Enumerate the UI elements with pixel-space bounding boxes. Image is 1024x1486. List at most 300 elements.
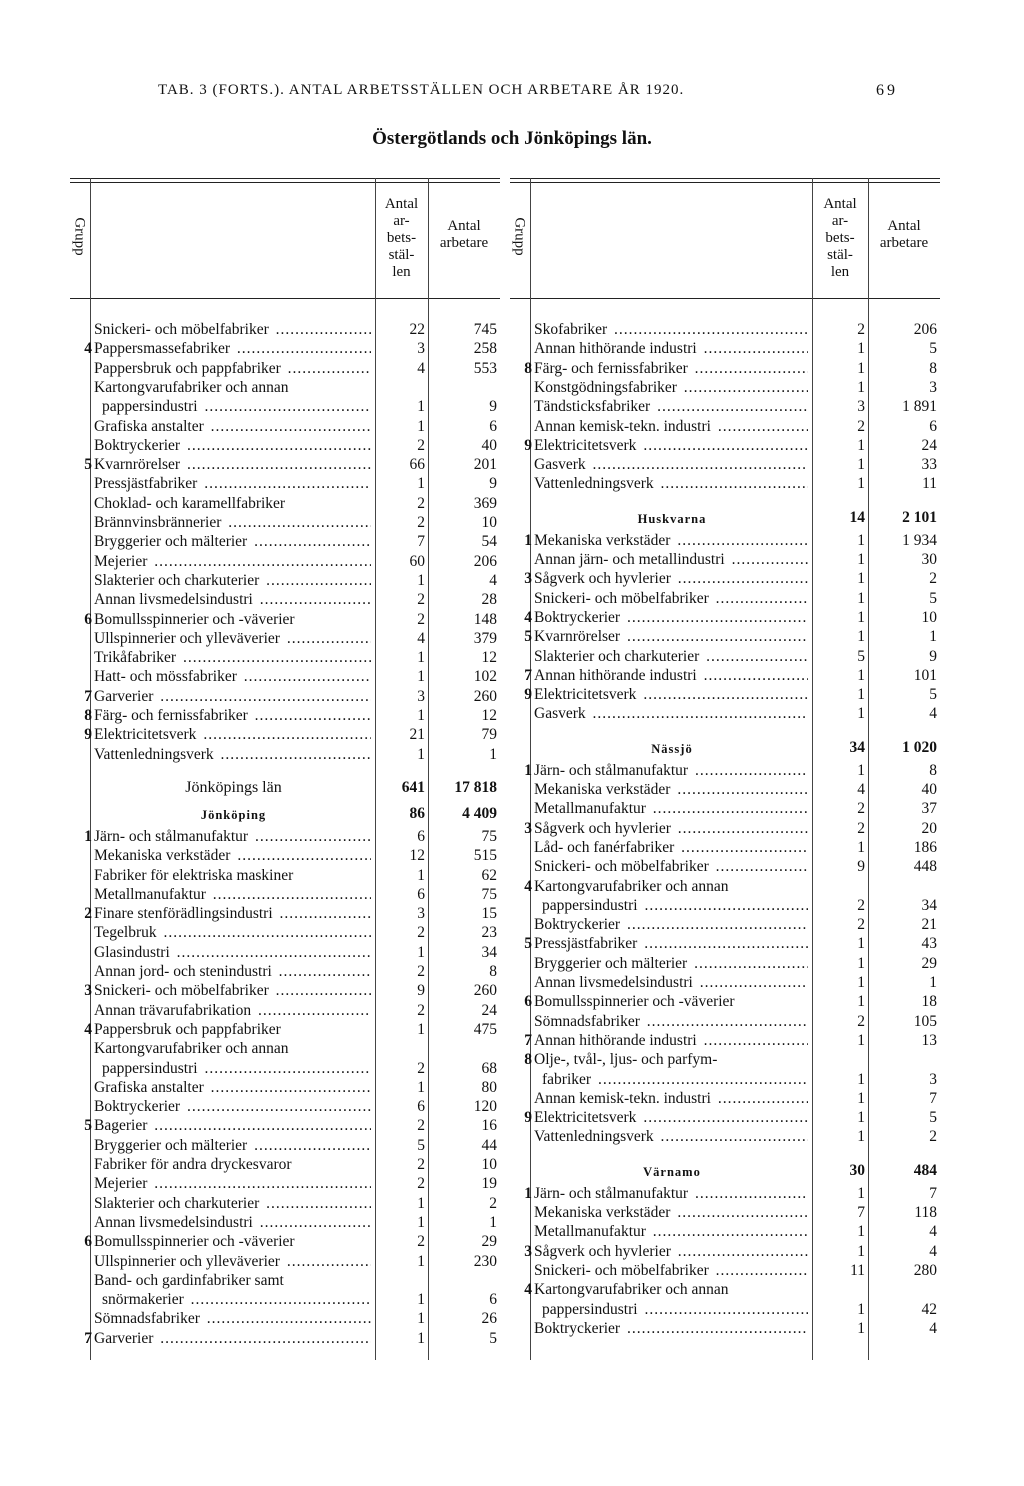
- arbetare-value: 5: [929, 340, 937, 358]
- table-row: [510, 320, 940, 339]
- group-number: 6: [84, 1233, 92, 1251]
- arbetare-value: 28: [481, 591, 497, 609]
- table-row: [70, 1001, 500, 1020]
- arbetare-value: 11: [922, 475, 937, 493]
- table-row: [70, 455, 500, 474]
- arbetare-value: 553: [473, 359, 497, 377]
- stallen-value: 2: [417, 963, 425, 980]
- arbetare-value: 1 934: [902, 531, 937, 549]
- row-label: Snickeri- och möbelfabriker .....: [94, 981, 371, 1000]
- subsection-total-row: [510, 738, 940, 757]
- arbetare-value: 26: [481, 1310, 497, 1328]
- row-label: Fabriker för elektriska maskiner: [94, 866, 294, 884]
- row-label: Pappersmassefabriker .....: [94, 339, 371, 358]
- arbetare-value: 62: [481, 866, 497, 884]
- arbetare-value: 10: [481, 514, 497, 531]
- stallen-value: 60: [409, 552, 425, 570]
- table-row: [510, 1242, 940, 1261]
- table-row: [70, 1136, 500, 1155]
- stallen-value: 1: [417, 668, 425, 686]
- stallen-value: 1: [417, 943, 425, 961]
- stallen-value: 1: [857, 531, 865, 549]
- arbetare-value: 6: [489, 417, 497, 435]
- row-label: Annan kemisk-tekn. industri .....: [534, 1089, 808, 1108]
- table-row: [510, 1089, 940, 1108]
- arbetare-value: 206: [473, 552, 497, 570]
- arbetare-value: 260: [473, 982, 497, 1000]
- row-label: Bomullsspinnerier och -väverier: [94, 610, 295, 628]
- arbetare-value: 15: [481, 905, 497, 923]
- row-label: Annan hithörande industri .....: [534, 339, 808, 358]
- stallen-value: 11: [850, 1261, 865, 1279]
- stallen-value: 1: [417, 1252, 425, 1270]
- stallen-value: 1: [857, 1319, 865, 1337]
- stallen-value: 2: [417, 610, 425, 628]
- group-number: 5: [524, 628, 532, 646]
- stallen-value: 1: [417, 475, 425, 493]
- arbetare-value: 2 101: [902, 508, 937, 526]
- arbetare-value: 18: [921, 993, 937, 1011]
- table-row: [70, 474, 500, 493]
- stallen-value: 4: [857, 781, 865, 798]
- row-label: Boktryckerier .....: [534, 1319, 808, 1338]
- table-row: [70, 1116, 500, 1135]
- row-label: Metallmanufaktur .....: [534, 1222, 808, 1241]
- stallen-value: 3: [417, 687, 425, 705]
- stallen-value: 2: [417, 1117, 425, 1135]
- stallen-value: 1: [857, 1300, 865, 1318]
- group-number: 4: [524, 608, 532, 626]
- stallen-value: 641: [401, 778, 425, 796]
- table-row: [510, 627, 940, 646]
- stallen-value: 1: [857, 589, 865, 607]
- row-label: Ullspinnerier och ylleväverier .....: [94, 629, 371, 648]
- arbetare-value: 745: [473, 321, 497, 338]
- arbetare-value: 5: [489, 1329, 497, 1347]
- page-header: [158, 82, 898, 106]
- table-row: [70, 1271, 500, 1290]
- table-row: [70, 943, 500, 962]
- header-bottom-rule: [510, 298, 940, 299]
- row-label: Annan hithörande industri .....: [534, 666, 808, 685]
- table-row: [510, 915, 940, 934]
- arbetare-value: 79: [481, 726, 497, 744]
- table-row: [510, 378, 940, 397]
- group-number: 1: [524, 761, 532, 779]
- subsection-heading: Värnamo: [643, 1164, 701, 1179]
- arbetare-value: 9: [929, 647, 937, 665]
- arbetare-value: 24: [921, 436, 937, 454]
- row-label: Bagerier .....: [94, 1116, 371, 1135]
- table-row: [510, 1012, 940, 1031]
- row-label: Tändsticksfabriker .....: [534, 397, 808, 416]
- group-number: 5: [84, 1117, 92, 1135]
- row-label: Mekaniska verkstäder .....: [94, 846, 371, 865]
- arbetare-value: 4: [929, 1242, 937, 1260]
- arbetare-value: 120: [473, 1098, 497, 1116]
- arbetare-value: 42: [921, 1300, 937, 1318]
- arbetare-value: 34: [921, 896, 937, 914]
- arbetare-value: 12: [481, 707, 497, 724]
- arbetare-value: 9: [489, 398, 497, 416]
- table-row: [70, 436, 500, 455]
- stallen-value: 1: [857, 1242, 865, 1260]
- table-row: [510, 1280, 940, 1299]
- row-label: Snickeri- och möbelfabriker .....: [534, 857, 808, 876]
- group-number: 1: [524, 1184, 532, 1202]
- subsection-total-row: [70, 804, 500, 823]
- table-row: [70, 629, 500, 648]
- stallen-value: 1: [857, 1128, 865, 1146]
- stallen-value: 1: [417, 398, 425, 416]
- stallen-value: 2: [417, 514, 425, 531]
- row-label: Choklad- och karamellfabriker: [94, 494, 286, 512]
- stallen-value: 14: [849, 508, 865, 526]
- table-row: [510, 1203, 940, 1222]
- arbetare-value: 6: [489, 1291, 497, 1309]
- stallen-value: 6: [417, 885, 425, 903]
- table-row: [70, 1194, 500, 1213]
- table-top-rule: [510, 182, 940, 183]
- subsection-heading: Jönköping: [200, 807, 267, 822]
- row-label: Kartongvarufabriker och annan: [534, 1281, 729, 1299]
- row-label: Mekaniska verkstäder .....: [534, 780, 808, 799]
- table-row: [510, 474, 940, 493]
- stallen-value: 3: [857, 398, 865, 416]
- table-row: [510, 1261, 940, 1280]
- stallen-value: 2: [857, 800, 865, 818]
- arbetare-value: 34: [481, 943, 497, 961]
- arbetare-value: 118: [914, 1204, 937, 1221]
- arbetare-value: 4 409: [462, 804, 497, 822]
- row-label: Band- och gardinfabriker samt: [94, 1271, 284, 1289]
- stallen-value: 1: [857, 456, 865, 474]
- row-label: Sågverk och hyvlerier .....: [534, 819, 808, 838]
- table-top-rule: [70, 182, 500, 183]
- arbetare-value: 19: [481, 1175, 497, 1193]
- arbetare-value: 24: [481, 1001, 497, 1019]
- arbetare-value: 23: [481, 924, 497, 942]
- arbetare-value: 2: [929, 570, 937, 588]
- group-number: 6: [84, 610, 92, 628]
- row-label: Annan livsmedelsindustri .....: [94, 1213, 371, 1232]
- row-label: snörmakerier .....: [102, 1290, 371, 1309]
- table-row: [510, 436, 940, 455]
- table-row: [510, 1108, 940, 1127]
- stallen-value: 2: [417, 1001, 425, 1019]
- stallen-value: 1: [417, 707, 425, 724]
- arbetare-value: 44: [481, 1136, 497, 1154]
- arbetare-value: 17 818: [454, 778, 497, 796]
- table-row: [70, 339, 500, 358]
- arbetare-value: 16: [481, 1117, 497, 1135]
- row-label: Grafiska anstalter .....: [94, 417, 371, 436]
- group-number: 1: [84, 827, 92, 845]
- table-row: [510, 799, 940, 818]
- arbetare-value: 33: [921, 456, 937, 474]
- stallen-value: 1: [857, 1070, 865, 1088]
- row-label: pappersindustri .....: [102, 1059, 371, 1078]
- table-caption: TAB. 3 (FORTS.). ANTAL ARBETSSTÄLLEN OCH ARBETARE ÅR 1920.: [158, 82, 685, 98]
- table-row: [510, 397, 940, 416]
- subsection-total-row: [510, 1161, 940, 1180]
- stallen-value: 9: [417, 982, 425, 1000]
- table-row: [70, 359, 500, 378]
- row-label: Brännvinsbrännerier .....: [94, 513, 371, 532]
- table-row: [70, 885, 500, 904]
- group-number: 9: [524, 686, 532, 704]
- stallen-value: 1: [417, 1194, 425, 1212]
- row-label: Gasverk .....: [534, 704, 808, 723]
- stallen-value: 9: [857, 858, 865, 876]
- group-number: 7: [84, 687, 92, 705]
- arbetare-value: 3: [929, 1070, 937, 1088]
- row-label: Pressjästfabriker .....: [534, 934, 808, 953]
- row-label: Fabriker för andra dryckesvaror: [94, 1156, 292, 1173]
- table-row: [70, 1252, 500, 1271]
- stallen-value: 1: [417, 866, 425, 884]
- table-row: [510, 685, 940, 704]
- stallen-value: 2: [857, 417, 865, 435]
- stallen-value: 1: [417, 417, 425, 435]
- arbetare-value: 80: [481, 1078, 497, 1096]
- row-label: Trikåfabriker .....: [94, 648, 371, 667]
- table-row: [70, 1097, 500, 1116]
- table-row: [70, 827, 500, 846]
- table-row: [70, 687, 500, 706]
- table-row: [70, 1232, 500, 1251]
- table-row: [70, 1039, 500, 1058]
- stallen-value: 1: [417, 649, 425, 667]
- page-number: 69: [876, 82, 898, 99]
- stallen-value: 1: [857, 378, 865, 396]
- row-label: Ullspinnerier och ylleväverier .....: [94, 1252, 371, 1271]
- row-label: Bryggerier och mälterier .....: [94, 1136, 371, 1155]
- table-row: [510, 531, 940, 550]
- group-number: 9: [524, 436, 532, 454]
- table-row: [510, 857, 940, 876]
- table-row: [70, 866, 500, 885]
- stallen-value: 1: [417, 745, 425, 763]
- row-label: Sågverk och hyvlerier .....: [534, 1242, 808, 1261]
- row-label: Annan livsmedelsindustri .....: [534, 973, 808, 992]
- stallen-value: 21: [409, 726, 425, 744]
- arbetare-value: 4: [929, 1223, 937, 1241]
- row-label: Pappersbruk och pappfabriker .....: [94, 359, 371, 378]
- row-label: Slakterier och charkuterier .....: [94, 1194, 371, 1213]
- arbetare-value: 20: [921, 819, 937, 837]
- row-label: Kvarnrörelser .....: [94, 455, 371, 474]
- stallen-value: 1: [857, 761, 865, 779]
- group-number: 8: [524, 359, 532, 377]
- arbetare-value: 37: [921, 800, 937, 818]
- row-label: Elektricitetsverk .....: [94, 725, 371, 744]
- arbetare-value: 5: [929, 686, 937, 704]
- section-total-row: [70, 778, 500, 797]
- group-number: 4: [84, 1020, 92, 1038]
- stallen-value: 2: [417, 1059, 425, 1077]
- table-row: [70, 552, 500, 571]
- group-number: 1: [524, 531, 532, 549]
- table-row: [510, 877, 940, 896]
- row-label: pappersindustri .....: [102, 397, 371, 416]
- stallen-value: 3: [417, 905, 425, 923]
- table-row: [510, 647, 940, 666]
- arbetare-value: 3: [929, 378, 937, 396]
- row-label: Finare stenförädlingsindustri .....: [94, 904, 371, 923]
- group-number: 4: [524, 1281, 532, 1299]
- stallen-value: 6: [417, 1098, 425, 1116]
- table-row: [70, 846, 500, 865]
- arbetare-value: 230: [473, 1252, 497, 1270]
- row-label: Glasindustri .....: [94, 943, 371, 962]
- group-number: 9: [84, 726, 92, 744]
- row-label: Järn- och stålmanufaktur .....: [534, 761, 808, 780]
- row-label: Vattenledningsverk .....: [94, 745, 371, 764]
- row-label: Annan kemisk-tekn. industri .....: [534, 417, 808, 436]
- row-label: Kvarnrörelser .....: [534, 627, 808, 646]
- arbetare-value: 54: [481, 533, 497, 551]
- arbetare-value: 7: [929, 1089, 937, 1107]
- arbetare-value: 101: [913, 666, 937, 684]
- row-label: Skofabriker .....: [534, 320, 808, 339]
- row-label: Färg- och fernissfabriker .....: [94, 706, 371, 725]
- stallen-value: 1: [857, 838, 865, 856]
- stallen-value: 1: [417, 1329, 425, 1347]
- row-label: Pressjästfabriker .....: [94, 474, 371, 493]
- table-row: [510, 838, 940, 857]
- row-label: Boktryckerier .....: [534, 915, 808, 934]
- table-row: [70, 532, 500, 551]
- stallen-value: 1: [857, 666, 865, 684]
- table-row: [510, 1319, 940, 1338]
- stallen-value: 1: [417, 1310, 425, 1328]
- stallen-value: 1: [857, 359, 865, 377]
- header-bottom-rule: [70, 298, 500, 299]
- arbetare-value: 13: [921, 1031, 937, 1049]
- table-row: [70, 1329, 500, 1348]
- stallen-value: 2: [417, 1156, 425, 1173]
- stallen-value: 1: [857, 705, 865, 723]
- row-label: Annan hithörande industri .....: [534, 1031, 808, 1050]
- stallen-value: 2: [857, 1012, 865, 1030]
- table-row: [510, 761, 940, 780]
- stallen-value: 2: [857, 896, 865, 914]
- table-row: [510, 1222, 940, 1241]
- stallen-header: Antal ar- bets- stäl- len: [384, 196, 419, 280]
- stallen-value: 5: [857, 647, 865, 665]
- table-row: [70, 1290, 500, 1309]
- table-row: [510, 896, 940, 915]
- arbetare-value: 10: [481, 1156, 497, 1173]
- row-label: Vattenledningsverk .....: [534, 1127, 808, 1146]
- row-label: pappersindustri .....: [542, 896, 808, 915]
- row-label: Sömnadsfabriker .....: [94, 1309, 371, 1328]
- arbetare-value: 475: [473, 1020, 497, 1038]
- arbetare-value: 448: [913, 858, 937, 876]
- arbetare-value: 186: [913, 838, 937, 856]
- row-label: Bomullsspinnerier och -väverier: [94, 1233, 295, 1251]
- arbetare-value: 1: [489, 745, 497, 763]
- arbetare-value: 29: [921, 954, 937, 972]
- arbetare-value: 10: [921, 608, 937, 626]
- stallen-value: 1: [857, 974, 865, 991]
- row-label: Annan livsmedelsindustri .....: [94, 590, 371, 609]
- arbetare-value: 148: [473, 610, 497, 628]
- stallen-value: 1: [857, 436, 865, 454]
- row-label: Metallmanufaktur .....: [534, 799, 808, 818]
- stallen-value: 1: [857, 1223, 865, 1241]
- stallen-value: 22: [409, 321, 425, 338]
- row-label: Snickeri- och möbelfabriker .....: [534, 589, 808, 608]
- arbetare-header: Antal arbetare: [439, 218, 489, 251]
- stallen-value: 2: [857, 819, 865, 837]
- stallen-value: 2: [857, 916, 865, 934]
- group-number: 7: [84, 1329, 92, 1347]
- arbetare-value: 8: [929, 761, 937, 779]
- table-row: [510, 780, 940, 799]
- subsection-heading: Huskvarna: [637, 511, 707, 526]
- table-row: [510, 819, 940, 838]
- arbetare-value: 68: [481, 1059, 497, 1077]
- table-row: [510, 1050, 940, 1069]
- row-label: Vattenledningsverk .....: [534, 474, 808, 493]
- table-row: [70, 706, 500, 725]
- table-row: [510, 359, 940, 378]
- arbetare-value: 4: [929, 705, 937, 723]
- table-row: [510, 954, 940, 973]
- row-label: Mekaniska verkstäder .....: [534, 531, 808, 550]
- row-label: Garverier .....: [94, 687, 371, 706]
- stallen-value: 1: [857, 1184, 865, 1202]
- table-row: [70, 667, 500, 686]
- arbetare-value: 1: [489, 1213, 497, 1231]
- arbetare-value: 43: [921, 935, 937, 953]
- row-label: Sömnadsfabriker .....: [534, 1012, 808, 1031]
- row-label: Slakterier och charkuterier .....: [94, 571, 371, 590]
- stallen-value: 1: [857, 935, 865, 953]
- arbetare-header: Antal arbetare: [879, 218, 929, 251]
- stallen-value: 4: [417, 629, 425, 647]
- arbetare-value: 5: [929, 589, 937, 607]
- row-label: Pappersbruk och pappfabriker: [94, 1020, 281, 1038]
- stallen-value: 66: [409, 456, 425, 474]
- stallen-value: 2: [417, 591, 425, 609]
- row-label: Kartongvarufabriker och annan: [94, 1040, 289, 1058]
- row-label: Bomullsspinnerier och -väverier: [534, 993, 735, 1011]
- stallen-value: 2: [857, 321, 865, 338]
- row-label: Bryggerier och mälterier .....: [94, 532, 371, 551]
- arbetare-value: 7: [929, 1184, 937, 1202]
- group-number: 5: [84, 456, 92, 474]
- table-row: [510, 455, 940, 474]
- group-number: 3: [84, 982, 92, 1000]
- stallen-value: 6: [417, 827, 425, 845]
- arbetare-value: 40: [481, 436, 497, 454]
- row-label: Färg- och fernissfabriker .....: [534, 359, 808, 378]
- row-label: Kartongvarufabriker och annan: [534, 877, 729, 895]
- row-label: Sågverk och hyvlerier .....: [534, 569, 808, 588]
- row-label: Slakterier och charkuterier .....: [534, 647, 808, 666]
- arbetare-value: 105: [913, 1012, 937, 1030]
- row-label: Mekaniska verkstäder .....: [534, 1203, 808, 1222]
- stallen-value: 7: [417, 533, 425, 551]
- table-row: [70, 1059, 500, 1078]
- stallen-value: 34: [849, 738, 865, 756]
- table-top-rule: [510, 178, 940, 179]
- table-row: [70, 1078, 500, 1097]
- group-number: 3: [524, 1242, 532, 1260]
